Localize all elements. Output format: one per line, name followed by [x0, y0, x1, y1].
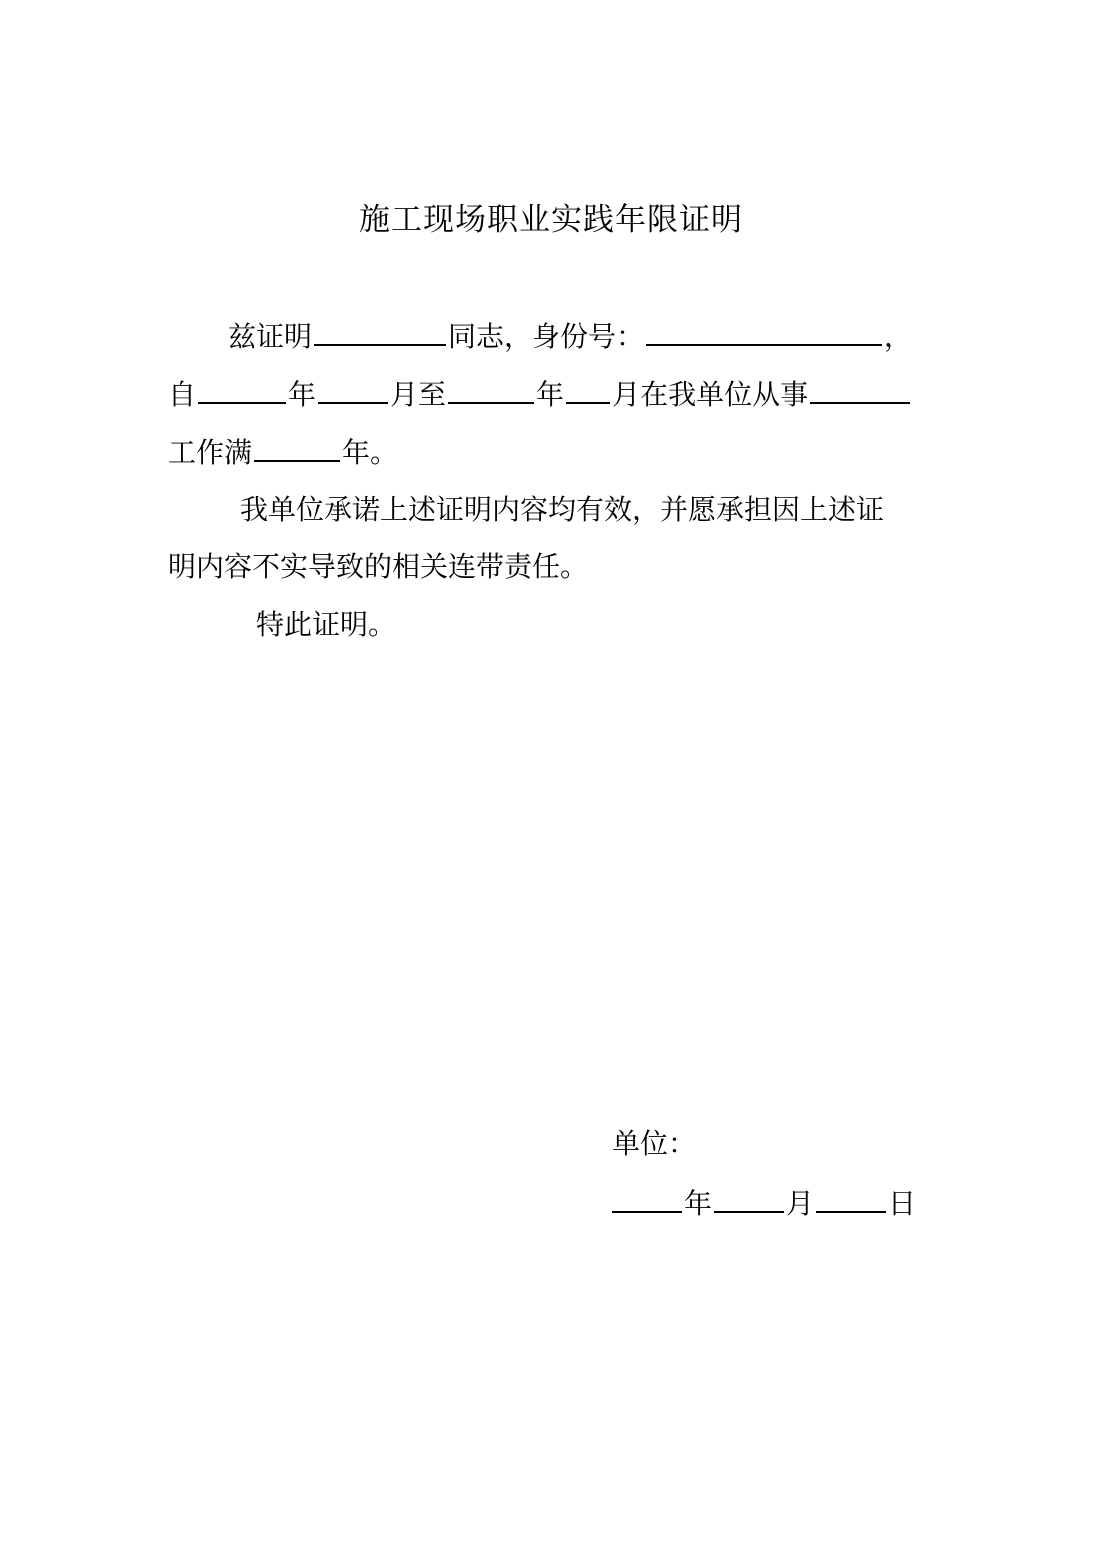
month-to-label: 月至: [390, 378, 447, 411]
certify-text: 兹证明: [228, 320, 313, 353]
year-label-2: 年: [536, 378, 565, 411]
sign-day-blank[interactable]: [816, 1183, 886, 1213]
name-blank[interactable]: [314, 316, 446, 346]
month-engaged-label: 月在我单位从事: [612, 378, 809, 411]
years-label: 年。: [342, 436, 399, 469]
sign-month-blank[interactable]: [714, 1183, 784, 1213]
certify-line-3: [168, 432, 398, 473]
sign-year-label: 年: [684, 1187, 713, 1220]
sign-month-label: 月: [786, 1187, 815, 1220]
date-line: [612, 1183, 916, 1224]
unit-label: 单位：: [612, 1127, 697, 1160]
id-number-blank[interactable]: [646, 316, 882, 346]
sign-year-blank[interactable]: [612, 1183, 682, 1213]
year-label-1: 年: [288, 378, 317, 411]
certify-line-2: [168, 374, 912, 415]
start-month-blank[interactable]: [318, 374, 388, 404]
work-full-label: 工作满: [168, 436, 253, 469]
commitment-line-2: 明内容不实导致的相关连带责任。: [168, 550, 589, 583]
page-title: 施工现场职业实践年限证明: [359, 202, 743, 238]
job-type-blank[interactable]: [810, 374, 910, 404]
years-count-blank[interactable]: [254, 432, 340, 462]
from-label: 自: [168, 378, 197, 411]
end-year-blank[interactable]: [448, 374, 534, 404]
sign-day-label: 日: [888, 1187, 917, 1220]
certify-line-1: [228, 316, 912, 357]
comrade-id-label: 同志，身份号：: [448, 320, 645, 353]
closing-text: 特此证明。: [256, 608, 397, 641]
end-month-blank[interactable]: [566, 374, 610, 404]
start-year-blank[interactable]: [198, 374, 286, 404]
commitment-line-1: 我单位承诺上述证明内容均有效，并愿承担因上述证: [240, 493, 885, 526]
comma-text: ，: [884, 320, 913, 353]
